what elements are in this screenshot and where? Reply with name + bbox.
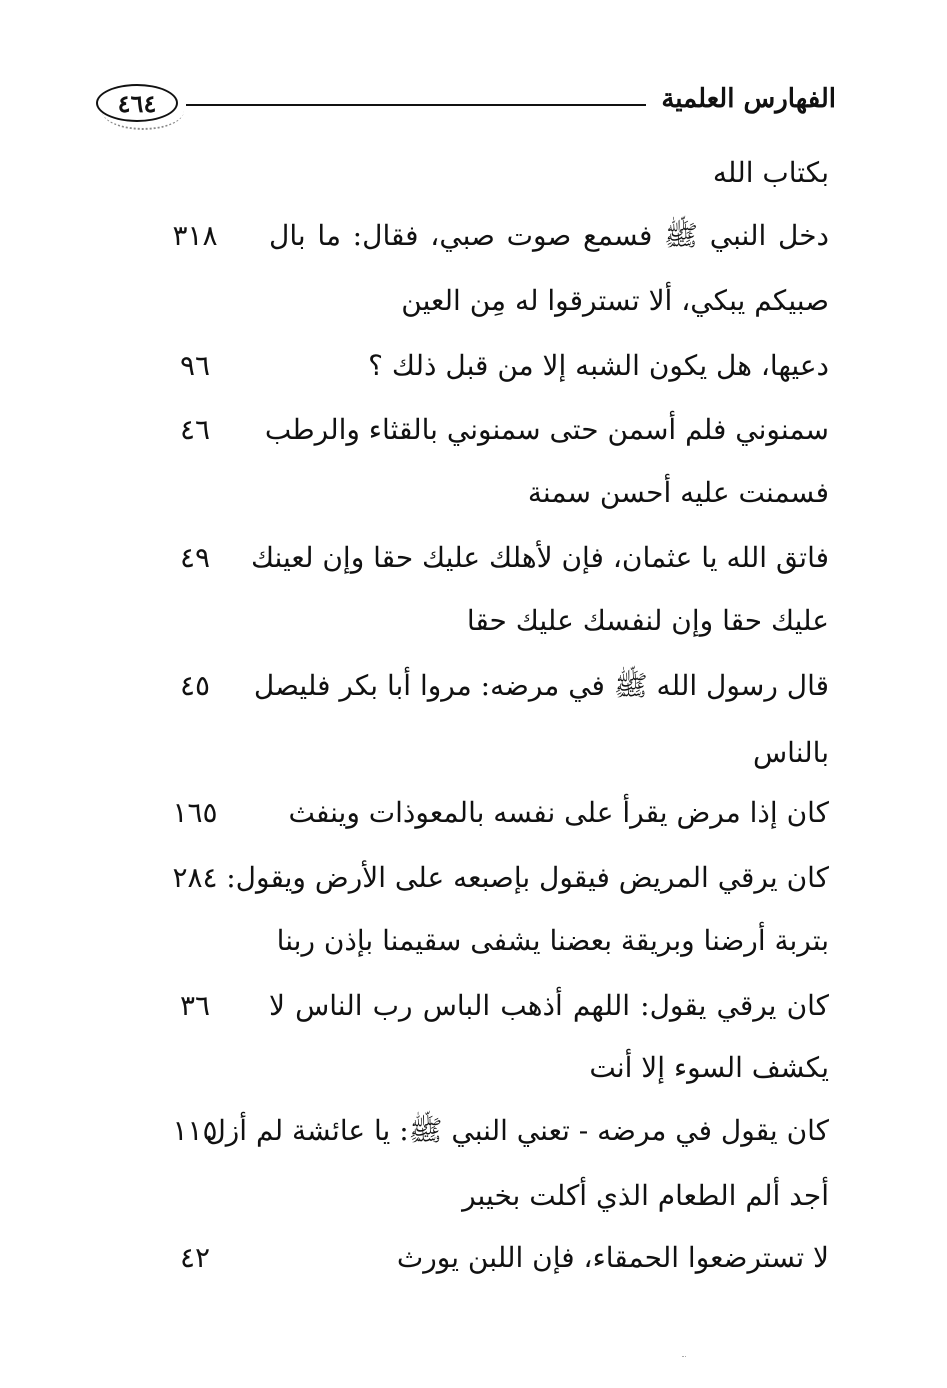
entry-page-ref: ٣١٨ xyxy=(172,219,218,252)
entry-page-ref: ٤٩ xyxy=(179,541,211,574)
page-number-badge xyxy=(96,84,178,122)
entry-line: دعيها، هل يكون الشبه إلا من قبل ذلك ؟ xyxy=(368,349,829,382)
entry-line: كان يرقي يقول: اللهم أذهب الباس رب الناس لا xyxy=(269,989,829,1022)
running-title: الفهارس العلمية xyxy=(661,84,836,114)
page-header xyxy=(96,80,836,130)
entry-page-ref: ٤٥ xyxy=(179,669,211,702)
header-rule xyxy=(186,104,646,106)
scan-speck xyxy=(682,1356,686,1358)
entry-line: أجد ألم الطعام الذي أكلت بخيبر xyxy=(462,1179,829,1212)
entry-page-ref: ١١٥ xyxy=(172,1114,218,1147)
entry-page-ref: ٤٦ xyxy=(179,413,211,446)
entry-page-ref: ١٦٥ xyxy=(172,796,218,829)
entry-line: بتربة أرضنا وبريقة بعضنا يشفى سقيمنا بإذن ربنا xyxy=(276,924,829,957)
entry-line: كان إذا مرض يقرأ على نفسه بالمعوذات وينفث xyxy=(288,796,829,829)
page-number: ٤٦٤ xyxy=(117,88,157,118)
entry-page-ref: ٣٦ xyxy=(179,989,211,1022)
entry-page-ref: ٤٢ xyxy=(179,1241,211,1274)
entry-line: صبيكم يبكي، ألا تسترقوا له مِن العين xyxy=(401,284,829,317)
entry-line: دخل النبي ﷺ فسمع صوت صبي، فقال: ما بال xyxy=(269,219,829,252)
entry-page-ref: ٢٨٤ xyxy=(172,861,218,894)
entry-line: فسمنت عليه أحسن سمنة xyxy=(527,476,829,509)
entry-line: يكشف السوء إلا أنت xyxy=(589,1051,829,1084)
entry-line: سمنوني فلم أسمن حتى سمنوني بالقثاء والرطب xyxy=(264,413,829,446)
entry-line: كان يقول في مرضه - تعني النبي ﷺ: يا عائشة لم أزل xyxy=(205,1114,829,1147)
entry-line: لا تسترضعوا الحمقاء، فإن اللبن يورث xyxy=(396,1241,829,1274)
entry-line: كان يرقي المريض فيقول بإصبعه على الأرض ويقول: xyxy=(226,861,829,894)
entry-line: بكتاب الله xyxy=(712,156,829,189)
entry-line: قال رسول الله ﷺ في مرضه: مروا أبا بكر فليصل xyxy=(253,669,829,702)
entry-line: عليك حقا وإن لنفسك عليك حقا xyxy=(466,604,829,637)
entry-line: بالناس xyxy=(752,736,829,769)
entry-line: فاتق الله يا عثمان، فإن لأهلك عليك حقا وإن لعينك xyxy=(250,541,829,574)
entry-page-ref: ٩٦ xyxy=(179,349,211,382)
